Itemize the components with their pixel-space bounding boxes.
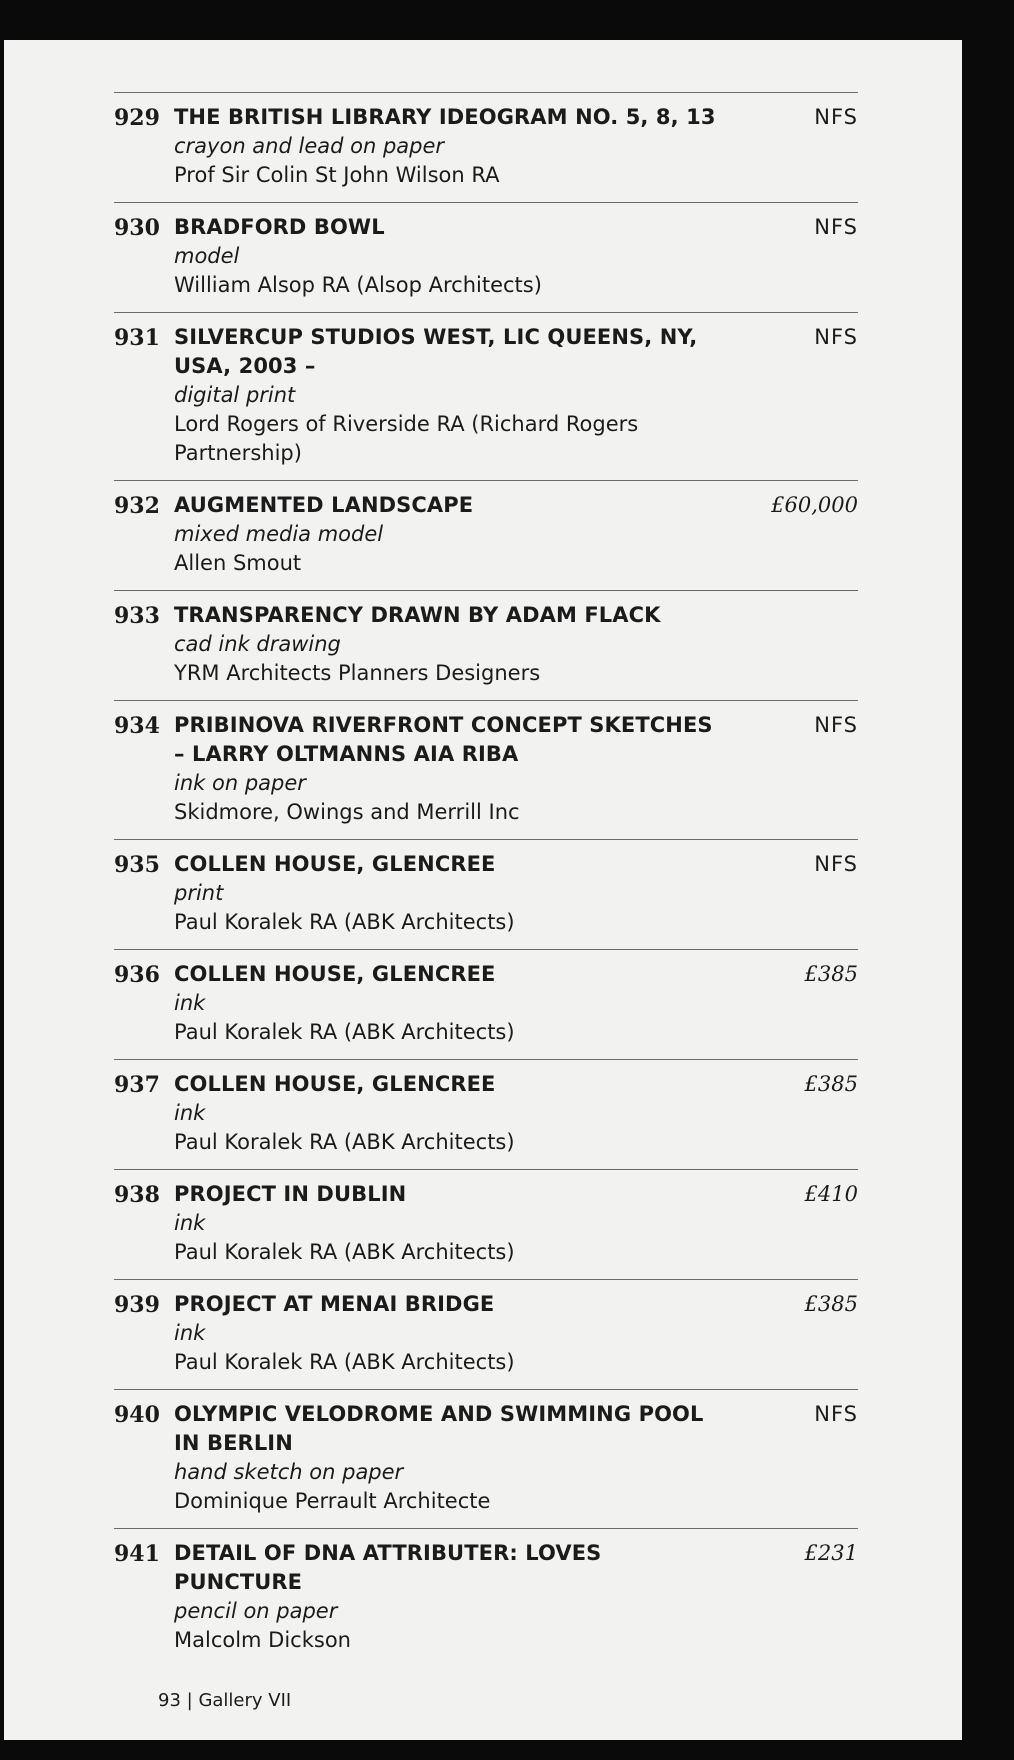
entry-artist: Paul Koralek RA (ABK Architects) bbox=[174, 1350, 515, 1374]
entry-title: SILVERCUP STUDIOS WEST, LIC QUEENS, NY, USA, 2003 – bbox=[174, 325, 698, 378]
entry-list bbox=[114, 92, 858, 1667]
entry-title: PROJECT IN DUBLIN bbox=[174, 1182, 407, 1206]
entry-price: NFS bbox=[814, 325, 858, 349]
entry-body bbox=[174, 103, 728, 190]
entry-price: £231 bbox=[804, 1541, 858, 1565]
entry-artist: Skidmore, Owings and Merrill Inc bbox=[174, 800, 520, 824]
entry-body bbox=[174, 960, 728, 1047]
entry-artist: Paul Koralek RA (ABK Architects) bbox=[174, 910, 515, 934]
entry-number: 933 bbox=[114, 603, 160, 629]
page-number: 93 bbox=[158, 1690, 181, 1711]
catalogue-entry bbox=[114, 590, 858, 700]
entry-price: £385 bbox=[804, 1292, 858, 1316]
entry-artist: Paul Koralek RA (ABK Architects) bbox=[174, 1240, 515, 1264]
catalogue-entry bbox=[114, 202, 858, 312]
entry-number: 939 bbox=[114, 1292, 160, 1318]
entry-number: 931 bbox=[114, 325, 160, 351]
entry-title: THE BRITISH LIBRARY IDEOGRAM NO. 5, 8, 13 bbox=[174, 105, 716, 129]
entry-number: 941 bbox=[114, 1541, 160, 1567]
entry-artist: Dominique Perrault Architecte bbox=[174, 1489, 491, 1513]
catalogue-entry bbox=[114, 1279, 858, 1389]
entry-number: 934 bbox=[114, 713, 160, 739]
entry-artist: YRM Architects Planners Designers bbox=[174, 661, 541, 685]
catalogue-entry bbox=[114, 1528, 858, 1667]
entry-body bbox=[174, 850, 728, 937]
catalogue-entry bbox=[114, 949, 858, 1059]
section-name: Gallery VII bbox=[198, 1690, 292, 1711]
entry-price: NFS bbox=[814, 105, 858, 129]
entry-medium: ink bbox=[174, 1101, 206, 1125]
entry-title: COLLEN HOUSE, GLENCREE bbox=[174, 852, 496, 876]
entry-number: 938 bbox=[114, 1182, 160, 1208]
entry-price: NFS bbox=[814, 215, 858, 239]
page-footer bbox=[158, 1690, 291, 1711]
entry-artist: Malcolm Dickson bbox=[174, 1628, 351, 1652]
catalogue-entry bbox=[114, 839, 858, 949]
entry-body bbox=[174, 1290, 728, 1377]
entry-body bbox=[174, 1539, 728, 1655]
entry-title: BRADFORD BOWL bbox=[174, 215, 385, 239]
entry-medium: digital print bbox=[174, 383, 296, 407]
entry-artist: Prof Sir Colin St John Wilson RA bbox=[174, 163, 500, 187]
entry-medium: ink bbox=[174, 991, 206, 1015]
entry-medium: mixed media model bbox=[174, 522, 384, 546]
entry-body bbox=[174, 1180, 728, 1267]
entry-title: TRANSPARENCY DRAWN BY ADAM FLACK bbox=[174, 603, 661, 627]
entry-medium: pencil on paper bbox=[174, 1599, 338, 1623]
catalogue-entry bbox=[114, 480, 858, 590]
entry-title: PROJECT AT MENAI BRIDGE bbox=[174, 1292, 495, 1316]
entry-price: NFS bbox=[814, 1402, 858, 1426]
entry-medium: hand sketch on paper bbox=[174, 1460, 404, 1484]
entry-number: 936 bbox=[114, 962, 160, 988]
entry-number: 937 bbox=[114, 1072, 160, 1098]
entry-medium: ink bbox=[174, 1211, 206, 1235]
entry-number: 929 bbox=[114, 105, 160, 131]
entry-medium: print bbox=[174, 881, 224, 905]
entry-body bbox=[174, 1400, 728, 1516]
entry-artist: Paul Koralek RA (ABK Architects) bbox=[174, 1130, 515, 1154]
catalogue-entry bbox=[114, 1389, 858, 1528]
entry-artist: Allen Smout bbox=[174, 551, 302, 575]
catalogue-entry bbox=[114, 1169, 858, 1279]
entry-medium: ink on paper bbox=[174, 771, 306, 795]
catalogue-entry bbox=[114, 92, 858, 202]
catalogue-entry bbox=[114, 1059, 858, 1169]
catalogue-entry bbox=[114, 700, 858, 839]
entry-price: £60,000 bbox=[771, 493, 858, 517]
entry-medium: ink bbox=[174, 1321, 206, 1345]
entry-artist: William Alsop RA (Alsop Architects) bbox=[174, 273, 542, 297]
entry-price: NFS bbox=[814, 852, 858, 876]
entry-title: COLLEN HOUSE, GLENCREE bbox=[174, 962, 496, 986]
entry-body bbox=[174, 711, 728, 827]
entry-title: OLYMPIC VELODROME AND SWIMMING POOL IN BERLIN bbox=[174, 1402, 704, 1455]
entry-title: COLLEN HOUSE, GLENCREE bbox=[174, 1072, 496, 1096]
entry-price: NFS bbox=[814, 713, 858, 737]
entry-medium: cad ink drawing bbox=[174, 632, 341, 656]
entry-medium: crayon and lead on paper bbox=[174, 134, 445, 158]
catalogue-page bbox=[4, 40, 962, 1740]
entry-body bbox=[174, 491, 728, 578]
entry-price: £410 bbox=[804, 1182, 858, 1206]
entry-body bbox=[174, 213, 728, 300]
entry-artist: Lord Rogers of Riverside RA (Richard Rogers Partnership) bbox=[174, 412, 639, 465]
catalogue-entry bbox=[114, 312, 858, 480]
entry-number: 930 bbox=[114, 215, 160, 241]
entry-title: AUGMENTED LANDSCAPE bbox=[174, 493, 474, 517]
footer-separator: | bbox=[186, 1690, 193, 1711]
entry-number: 940 bbox=[114, 1402, 160, 1428]
entry-body bbox=[174, 323, 728, 468]
entry-title: DETAIL OF DNA ATTRIBUTER: LOVES PUNCTURE bbox=[174, 1541, 602, 1594]
entry-artist: Paul Koralek RA (ABK Architects) bbox=[174, 1020, 515, 1044]
entry-number: 935 bbox=[114, 852, 160, 878]
entry-number: 932 bbox=[114, 493, 160, 519]
entry-title: PRIBINOVA RIVERFRONT CONCEPT SKETCHES – LARRY OLTMANNS AIA RIBA bbox=[174, 713, 713, 766]
entry-price: £385 bbox=[804, 1072, 858, 1096]
entry-price: £385 bbox=[804, 962, 858, 986]
entry-body bbox=[174, 1070, 728, 1157]
entry-medium: model bbox=[174, 244, 240, 268]
entry-body bbox=[174, 601, 728, 688]
